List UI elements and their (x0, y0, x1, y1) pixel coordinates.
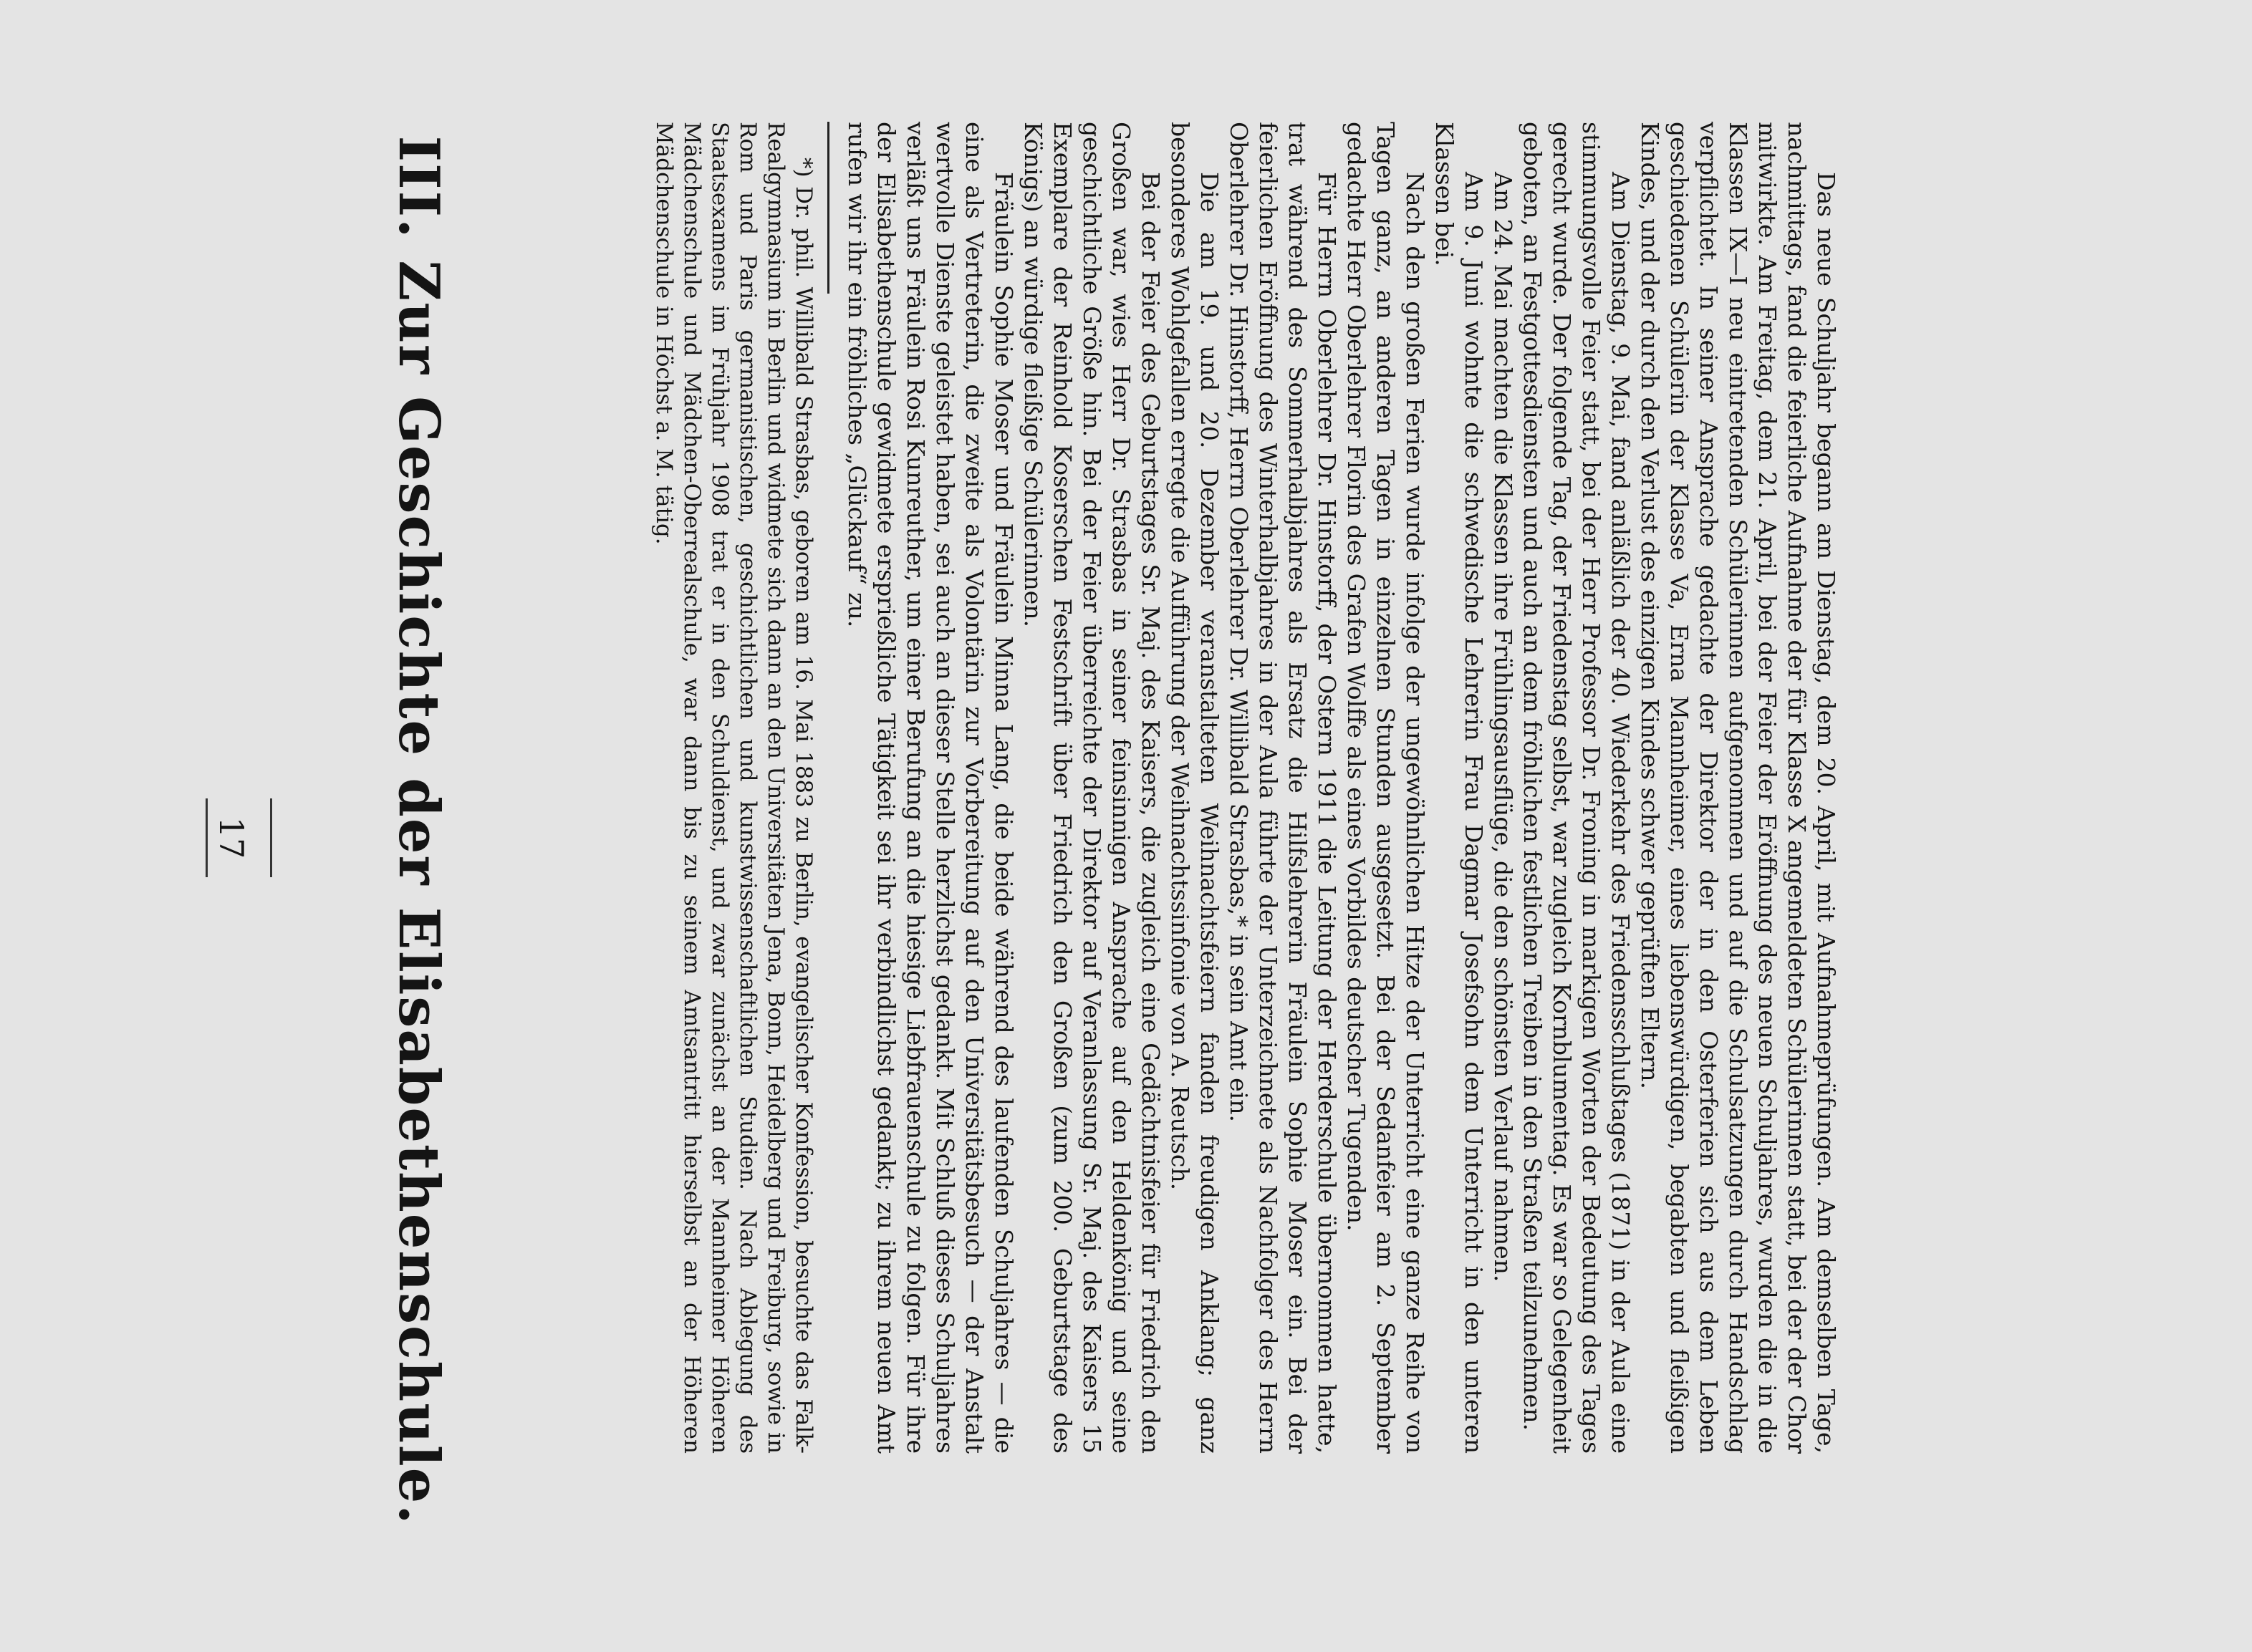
paragraph: Am 24. Mai machten die Klassen ihre Frühlingsausflüge, die den schönsten Verlauf nahmen. (1489, 172, 1517, 1283)
paragraph: Die am 19. und 20. Dezember veranstalteten Weihnachtsfeiern fanden freudigen Anklang; ganz besonderes Wohlgefallen erregte die Aufführung der Weihnachtssinfonie von A. Reutsch. (1166, 122, 1223, 1454)
paragraph: Für Herrn Oberlehrer Dr. Hinstorff, der Ostern 1911 die Leitung der Herderschule übernommen hatte, trat während des Sommerhalbjahres als Ersatz die Hilfslehrerin Fräulein Sophie Moser ein. Bei der feierlichen Eröffnung des Winterhalbjahres in der Aula führte der Unterzeichnete als Nachfolger des Herrn Oberlehrer Dr. Hinstorff, Herrn Oberlehrer Dr. Willibald Strasbas,* in sein Amt ein. (1225, 122, 1341, 1454)
footnote-divider (827, 122, 829, 294)
rotated-page-content (212, 122, 1855, 1540)
paragraph: Am Dienstag, 9. Mai, fand anläßlich der 40. Wiederkehr des Friedensschlußtages (1871) in der Aula eine stimmungsvolle Feier statt, bei der Herr Professor Dr. Froning in markigen Worten der Bedeutung des Tages gerecht wurde. Der folgende Tag, der Friedenstag selbst, war zugleich Kornblumentag. Es war so Gelegenheit geboten, an Festgottesdiensten und auch an dem fröhlichen festlichen Treiben in den Straßen teilzunehmen. (1519, 122, 1635, 1454)
paragraph: Bei der Feier des Geburtstages Sr. Maj. des Kaisers, die zugleich eine Gedächtnisfeier für Friedrich den Großen war, wies Herr Dr. Strasbas in seiner feinsinnigen Ansprache auf den Heldenkönig und seine geschichtliche Größe hin. Bei der Feier überreichte der Direktor auf Veranlassung Sr. Maj. des Kaisers 15 Exemplare der Reinhold Koserschen Festschrift über Friedrich den Großen (zum 200. Geburtstage des Königs) an würdige fleißige Schülerinnen. (1019, 122, 1165, 1454)
paragraph: Nach den großen Ferien wurde infolge der ungewöhnlichen Hitze der Unterricht eine ganze Reihe von Tagen ganz, an anderen Tagen in einzelnen Stunden ausgesetzt. Bei der Sedanfeier am 2. September gedachte Herr Oberlehrer Florin des Grafen Wolffe als eines Vorbildes deutscher Tugenden. (1342, 122, 1429, 1454)
chapter-title: III. Zur Geschichte der Elisabethenschule. (386, 135, 451, 1526)
body-text (650, 122, 1841, 1454)
footnote: *) Dr. phil. Willibald Strasbas, geboren am 16. Mai 1883 zu Berlin, evangelischer Konfession, besuchte das Falk-Realgymnasium in Berlin und widmete sich dann an den Universitäten Jena, Bonn, Heidelberg und Freiburg, sowie in Rom und Paris germanistischen, geschichtlichen und kunstwissenschaftlichen Studien. Nach Ablegung des Staatsexamens im Frühjahr 1908 trat er in den Schuldienst, und zwar zunächst an der Mannheimer Höheren Mädchenschule und Mädchen-Oberrealschule, war dann bis zu seinem Amtsantritt hierselbst an der Höheren Mädchenschule in Höchst a. M. tätig. (651, 122, 817, 1454)
paragraph: Das neue Schuljahr begann am Dienstag, dem 20. April, mit Aufnahmeprüfungen. Am demselben Tage, nachmittags, fand die feierliche Aufnahme der für Klasse X angemeldeten Schülerinnen statt, bei der der Chor mitwirkte. Am Freitag, dem 21. April, bei der Feier der Eröffnung des neuen Schuljahres, wurden die in die Klassen IX—I neu eintretenden Schülerinnen aufgenommen und auf die Schulsatzungen durch Handschlag verpflichtet. In seiner Ansprache gedachte der Direktor der in den Osterferien sich aus dem Leben geschiedenen Schülerin der Klasse Va, Erna Mannheimer, eines liebenswürdigen, begabten und fleißigen Kindes, und der durch den Verlust des einzigen Kindes schwer geprüften Eltern. (1636, 122, 1840, 1454)
page-number: 17 (212, 816, 251, 859)
page-number-rule (270, 798, 272, 877)
paragraph: Fräulein Sophie Moser und Fräulein Minna Lang, die beide während des laufenden Schuljahres — die eine als Vertreterin, die zweite als Volontärin zur Vorbereitung auf den Universitätsbesuch — der Anstalt wertvolle Dienste geleistet haben, sei auch an dieser Stelle herzlichst gedankt. Mit Schluß dieses Schuljahres verläßt uns Fräulein Rosi Kunreuther, um einer Berufung an die hiesige Liebfrauenschule zu folgen. Für ihre der Elisabethenschule gewidmete ersprießliche Tätigkeit sei ihr verbindlichst gedankt; zu ihrem neuen Amt rufen wir ihr ein fröhliches „Glückauf“ zu. (843, 122, 1018, 1454)
paragraph: Am 9. Juni wohnte die schwedische Lehrerin Frau Dagmar Josefsohn dem Unterricht in den unteren Klassen bei. (1430, 122, 1488, 1454)
page-number-rule (206, 798, 208, 877)
